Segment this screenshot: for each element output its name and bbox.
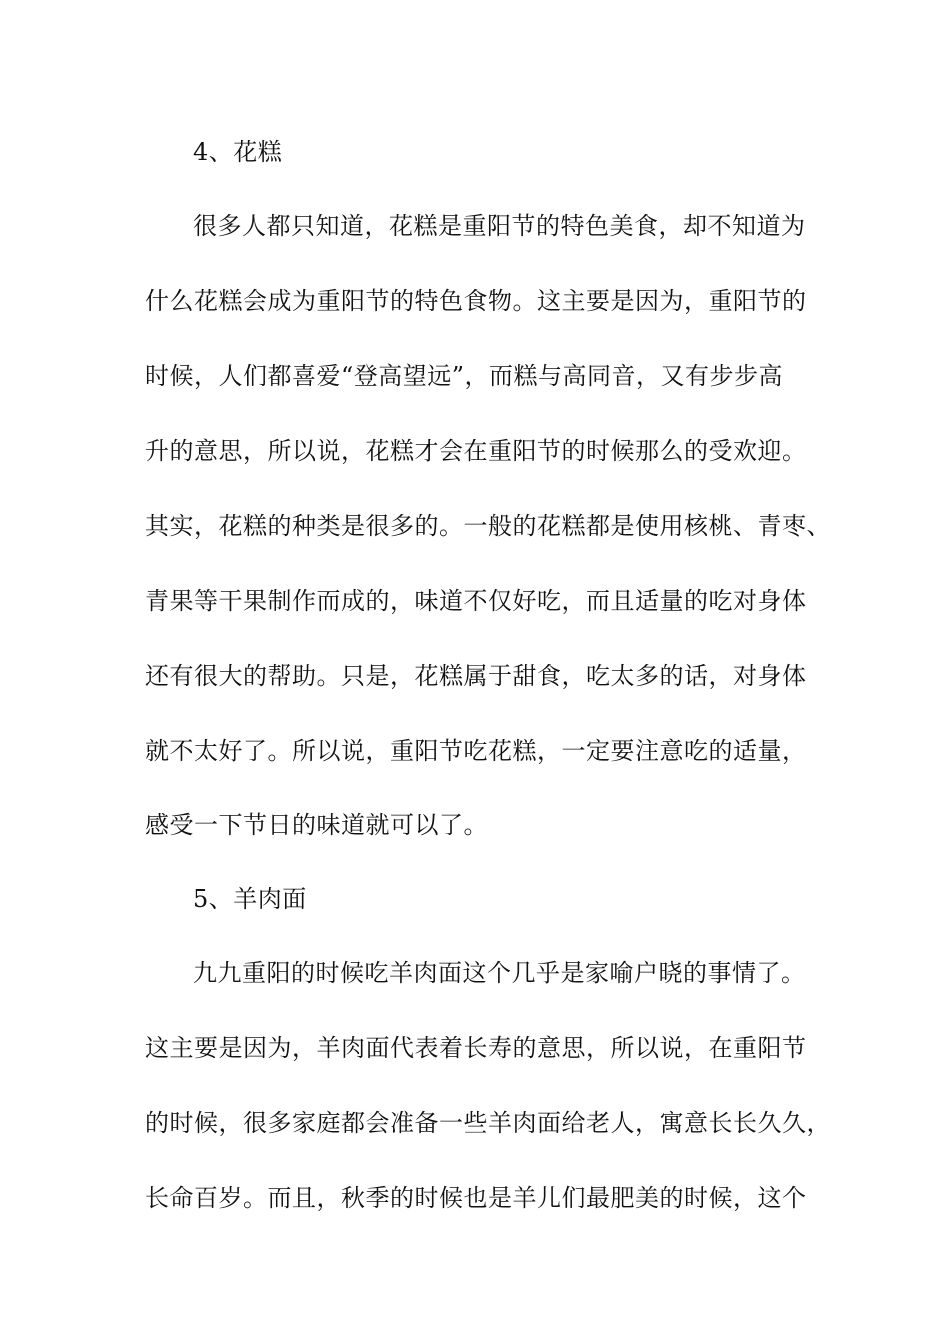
paragraph-line: 就不太好了。所以说，重阳节吃花糕，一定要注意吃的适量， <box>145 737 807 765</box>
paragraph-line: 很多人都只知道，花糕是重阳节的特色美食，却不知道为 <box>193 212 806 240</box>
paragraph-line: 的时候，很多家庭都会准备一些羊肉面给老人，寓意长长久久， <box>145 1109 831 1137</box>
paragraph-line: 其实，花糕的种类是很多的。一般的花糕都是使用核桃、青枣、 <box>145 512 831 540</box>
section-heading-yangroumian: 5、羊肉面 <box>193 885 307 913</box>
paragraph-line: 什么花糕会成为重阳节的特色食物。这主要是因为，重阳节的 <box>145 287 807 315</box>
paragraph-line: 升的意思，所以说，花糕才会在重阳节的时候那么的受欢迎。 <box>145 437 807 465</box>
paragraph-line: 九九重阳的时候吃羊肉面这个几乎是家喻户晓的事情了。 <box>193 959 806 987</box>
paragraph-line: 时候，人们都喜爱“登高望远”，而糕与高同音，又有步步高 <box>145 362 784 390</box>
paragraph-line: 还有很大的帮助。只是，花糕属于甜食，吃太多的话，对身体 <box>145 662 807 690</box>
paragraph-line: 感受一下节日的味道就可以了。 <box>145 811 488 839</box>
section-heading-huagao: 4、花糕 <box>193 138 283 166</box>
paragraph-line: 长命百岁。而且，秋季的时候也是羊儿们最肥美的时候，这个 <box>145 1184 807 1212</box>
paragraph-line: 这主要是因为，羊肉面代表着长寿的意思，所以说，在重阳节 <box>145 1034 807 1062</box>
paragraph-line: 青果等干果制作而成的，味道不仅好吃，而且适量的吃对身体 <box>145 587 807 615</box>
